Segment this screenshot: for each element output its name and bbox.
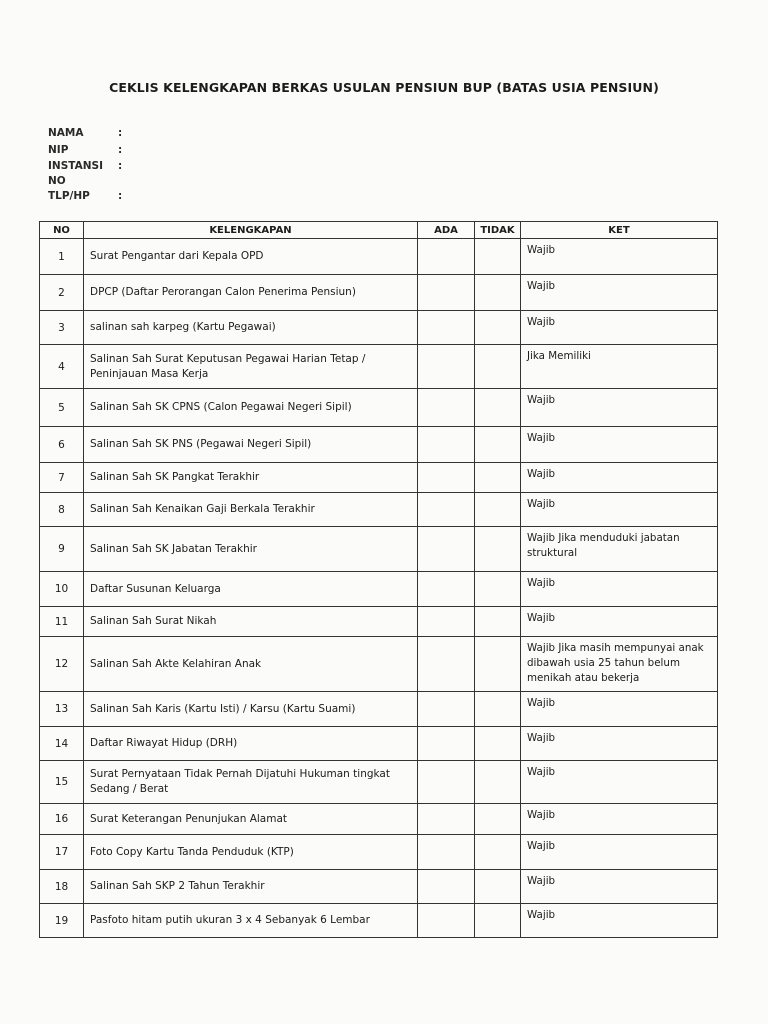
row-number: 13 [40,692,84,727]
row-item: Surat Pengantar dari Kepala OPD [84,239,418,275]
table-row [40,607,718,637]
tidak-cell[interactable] [475,389,521,427]
checklist-table [39,221,718,938]
row-item: Salinan Sah SK Pangkat Terakhir [84,463,418,493]
identity-row-nip [48,144,122,156]
row-number: 16 [40,804,84,835]
ada-cell[interactable] [418,345,475,389]
row-ket: Wajib [521,493,718,527]
table-row [40,572,718,607]
row-ket: Wajib Jika menduduki jabatan struktural [521,527,718,572]
ada-cell[interactable] [418,870,475,904]
tidak-cell[interactable] [475,275,521,311]
tidak-cell[interactable] [475,345,521,389]
table-row [40,275,718,311]
row-ket: Wajib [521,835,718,870]
identity-row-no [48,175,118,187]
row-item: Pasfoto hitam putih ukuran 3 x 4 Sebanyak 6 Lembar [84,904,418,938]
table-row [40,870,718,904]
tidak-cell[interactable] [475,835,521,870]
header-no: NO [40,222,84,239]
row-number: 10 [40,572,84,607]
identity-label: TLP/HP [48,190,90,202]
row-number: 9 [40,527,84,572]
row-ket: Wajib [521,607,718,637]
row-item: Daftar Susunan Keluarga [84,572,418,607]
tidak-cell[interactable] [475,761,521,804]
table-row [40,345,718,389]
tidak-cell[interactable] [475,427,521,463]
row-ket: Wajib [521,870,718,904]
ada-cell[interactable] [418,527,475,572]
row-item: Foto Copy Kartu Tanda Penduduk (KTP) [84,835,418,870]
row-ket: Wajib [521,904,718,938]
document-title: CEKLIS KELENGKAPAN BERKAS USULAN PENSIUN BUP (BATAS USIA PENSIUN) [109,80,659,95]
identity-colon: : [118,160,123,172]
tidak-cell[interactable] [475,527,521,572]
row-ket: Wajib [521,463,718,493]
identity-colon: : [118,190,123,202]
tidak-cell[interactable] [475,239,521,275]
row-item: salinan sah karpeg (Kartu Pegawai) [84,311,418,345]
row-item: Salinan Sah SK Jabatan Terakhir [84,527,418,572]
row-number: 12 [40,637,84,692]
table-row [40,637,718,692]
ada-cell[interactable] [418,804,475,835]
row-ket: Jika Memiliki [521,345,718,389]
row-ket: Wajib [521,275,718,311]
row-number: 3 [40,311,84,345]
row-number: 11 [40,607,84,637]
table-row [40,904,718,938]
tidak-cell[interactable] [475,637,521,692]
ada-cell[interactable] [418,727,475,761]
row-item: Salinan Sah Surat Keputusan Pegawai Harian Tetap / Peninjauan Masa Kerja [84,345,418,389]
header-ada: ADA [418,222,475,239]
table-row [40,311,718,345]
table-row [40,527,718,572]
ada-cell[interactable] [418,275,475,311]
ada-cell[interactable] [418,389,475,427]
tidak-cell[interactable] [475,870,521,904]
identity-row-nama [48,127,122,139]
ada-cell[interactable] [418,637,475,692]
row-ket: Wajib [521,427,718,463]
ada-cell[interactable] [418,572,475,607]
tidak-cell[interactable] [475,463,521,493]
header-kelengkapan: KELENGKAPAN [84,222,418,239]
ada-cell[interactable] [418,239,475,275]
row-item: Surat Pernyataan Tidak Pernah Dijatuhi Hukuman tingkat Sedang / Berat [84,761,418,804]
row-ket: Wajib Jika masih mempunyai anak dibawah usia 25 tahun belum menikah atau bekerja [521,637,718,692]
ada-cell[interactable] [418,835,475,870]
header-ket: KET [521,222,718,239]
identity-label: INSTANSI [48,160,103,172]
identity-row-tlp [48,190,122,202]
row-number: 7 [40,463,84,493]
ada-cell[interactable] [418,761,475,804]
row-item: Salinan Sah SKP 2 Tahun Terakhir [84,870,418,904]
tidak-cell[interactable] [475,493,521,527]
row-ket: Wajib [521,761,718,804]
row-item: Salinan Sah SK CPNS (Calon Pegawai Negeri Sipil) [84,389,418,427]
row-ket: Wajib [521,311,718,345]
row-ket: Wajib [521,692,718,727]
row-item: Salinan Sah Kenaikan Gaji Berkala Terakhir [84,493,418,527]
row-number: 19 [40,904,84,938]
ada-cell[interactable] [418,427,475,463]
row-item: Daftar Riwayat Hidup (DRH) [84,727,418,761]
row-number: 2 [40,275,84,311]
row-number: 1 [40,239,84,275]
tidak-cell[interactable] [475,607,521,637]
row-ket: Wajib [521,727,718,761]
row-number: 14 [40,727,84,761]
table-row [40,463,718,493]
row-item: DPCP (Daftar Perorangan Calon Penerima Pensiun) [84,275,418,311]
table-row [40,427,718,463]
identity-label: NIP [48,144,69,156]
row-ket: Wajib [521,804,718,835]
row-item: Salinan Sah SK PNS (Pegawai Negeri Sipil) [84,427,418,463]
ada-cell[interactable] [418,463,475,493]
row-number: 5 [40,389,84,427]
table-row [40,389,718,427]
row-ket: Wajib [521,572,718,607]
table-row [40,761,718,804]
row-item: Salinan Sah Surat Nikah [84,607,418,637]
row-item: Salinan Sah Akte Kelahiran Anak [84,637,418,692]
row-number: 15 [40,761,84,804]
tidak-cell[interactable] [475,727,521,761]
ada-cell[interactable] [418,493,475,527]
table-row [40,493,718,527]
row-number: 4 [40,345,84,389]
tidak-cell[interactable] [475,572,521,607]
identity-label: NAMA [48,127,84,139]
row-number: 8 [40,493,84,527]
ada-cell[interactable] [418,692,475,727]
ada-cell[interactable] [418,607,475,637]
row-item: Salinan Sah Karis (Kartu Isti) / Karsu (Kartu Suami) [84,692,418,727]
tidak-cell[interactable] [475,804,521,835]
table-row [40,239,718,275]
tidak-cell[interactable] [475,904,521,938]
ada-cell[interactable] [418,904,475,938]
identity-row-instansi [48,160,122,172]
row-item: Surat Keterangan Penunjukan Alamat [84,804,418,835]
row-ket: Wajib [521,239,718,275]
identity-colon: : [118,144,123,156]
row-number: 17 [40,835,84,870]
tidak-cell[interactable] [475,692,521,727]
row-number: 6 [40,427,84,463]
table-row [40,804,718,835]
table-row [40,727,718,761]
identity-colon: : [118,127,123,139]
table-row [40,692,718,727]
row-number: 18 [40,870,84,904]
identity-label: NO [48,175,66,187]
table-row [40,835,718,870]
table-header-row [40,222,718,239]
header-tidak: TIDAK [475,222,521,239]
tidak-cell[interactable] [475,311,521,345]
row-ket: Wajib [521,389,718,427]
ada-cell[interactable] [418,311,475,345]
